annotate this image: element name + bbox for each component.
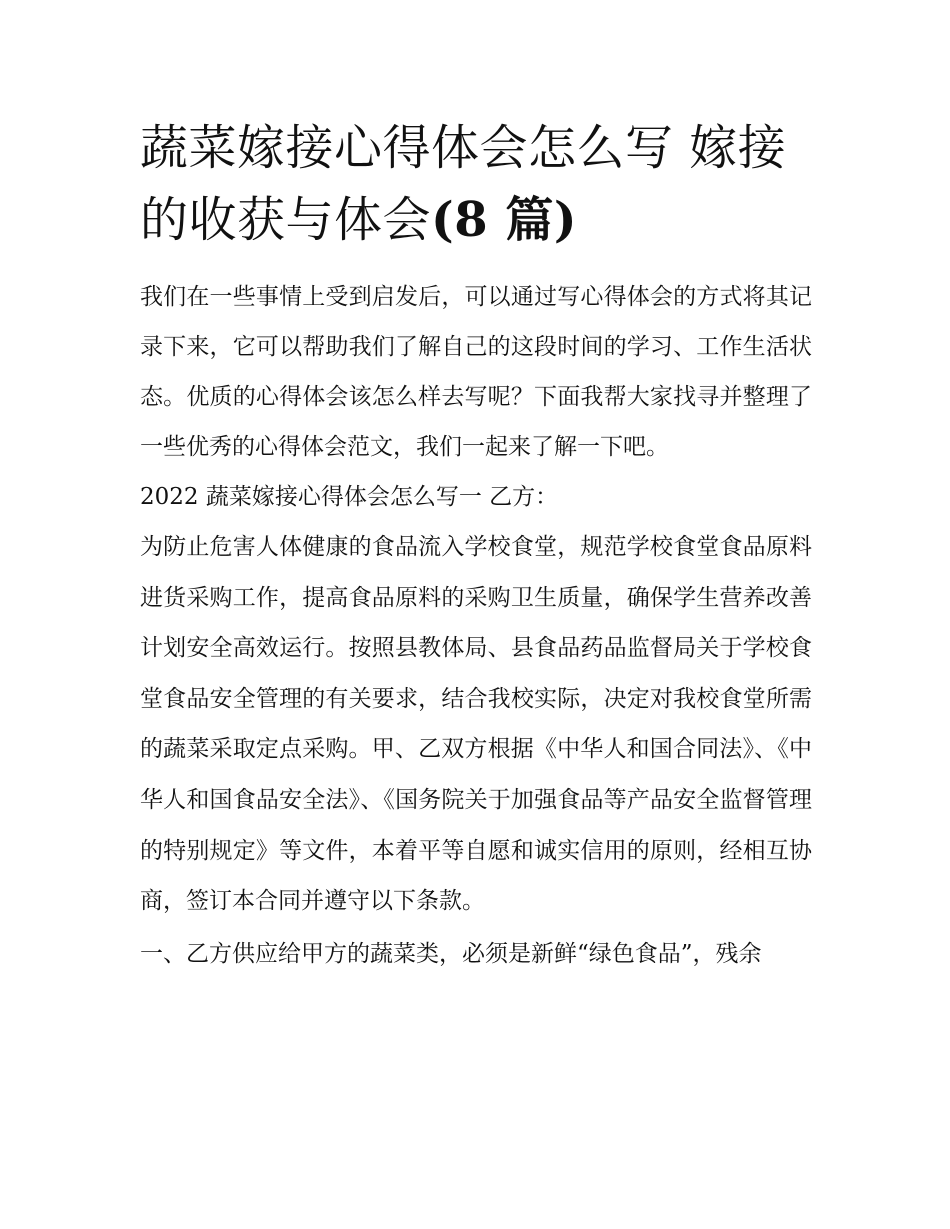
intro-paragraph: 我们在一些事情上受到启发后，可以通过写心得体会的方式将其记录下来，它可以帮助我们了解自己的这段时间的学习、工作生活状态。优质的心得体会该怎么样去写呢？下面我帮大家找寻并整理了一些优秀的心得体会范文，我们一起来了解一下吧。: [140, 284, 812, 460]
clause-paragraph: 一、乙方供应给甲方的蔬菜类，必须是新鲜“绿色食品”，残余: [140, 940, 762, 967]
section-heading: 2022 蔬菜嫁接心得体会怎么写一 乙方：: [140, 484, 559, 510]
document-page: [140, 112, 812, 979]
title-main-text: 蔬菜嫁接心得体会怎么写 嫁接的收获与体会: [140, 120, 787, 248]
title-suffix-text: (8 篇): [431, 192, 578, 248]
document-title: [140, 112, 812, 256]
body-paragraph: 为防止危害人体健康的食品流入学校食堂，规范学校食堂食品原料进货采购工作，提高食品原料的采购卫生质量，确保学生营养改善计划安全高效运行。按照县教体局、县食品药品监督局关于学校食堂食品安全管理的有关要求，结合我校实际，决定对我校食堂所需的蔬菜采取定点采购。甲、乙双方根据《中华人和国合同法》、《中华人和国食品安全法》、《国务院关于加强食品等产品安全监督管理的特别规定》等文件，本着平等自愿和诚实信用的原则，经相互协商，签订本合同并遵守以下条款。: [140, 534, 812, 915]
